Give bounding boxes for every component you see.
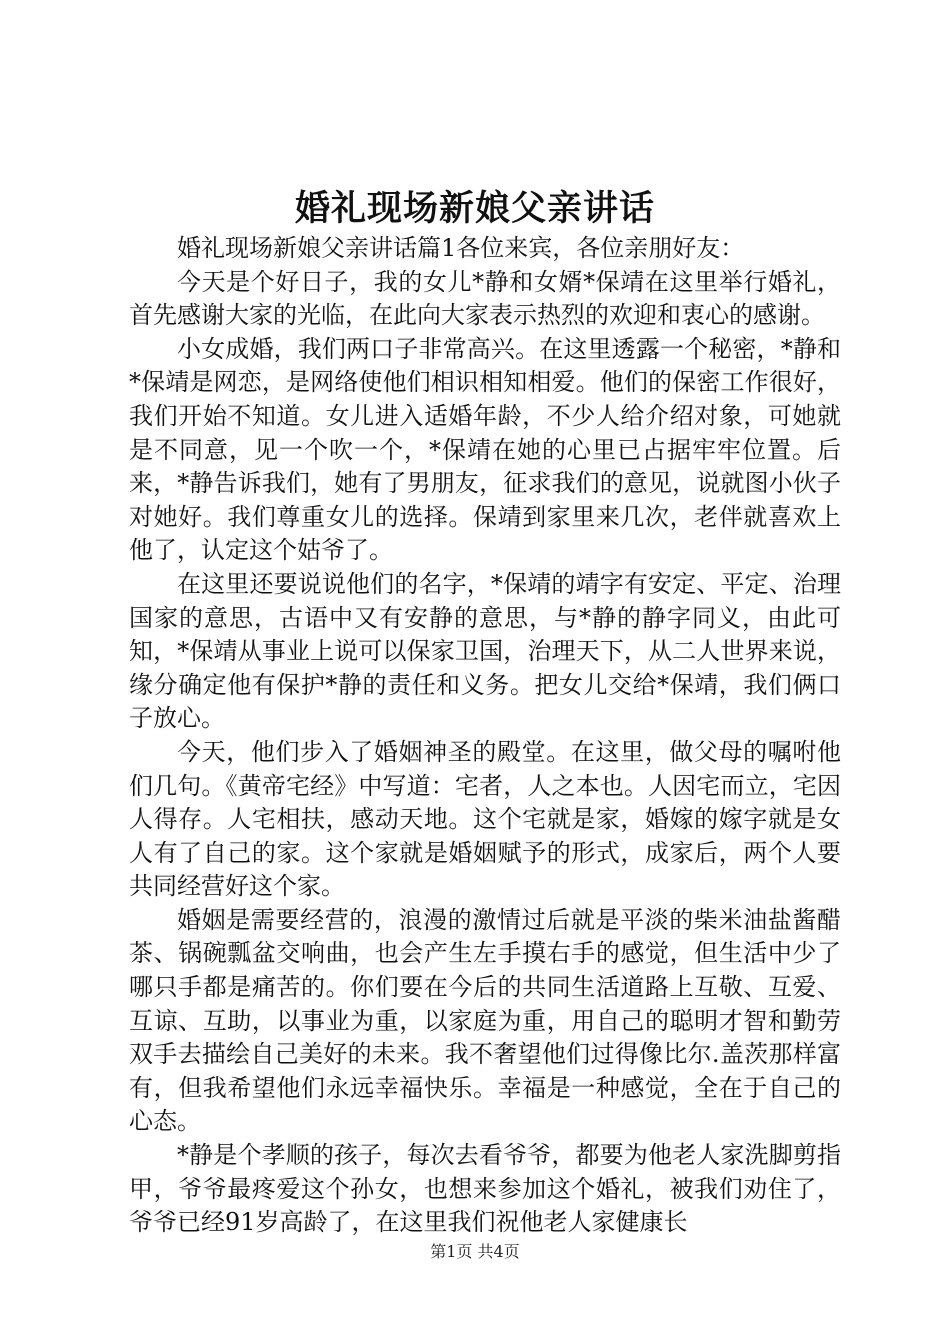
paragraph-3: 在这里还要说说他们的名字，*保靖的靖字有安定、平定、治理国家的意思，古语中又有安静的意思，与*静的静字同义，由此可知，*保靖从事业上说可以保家卫国，治理天下，从二人世界来说，缘分确定他有保护*静的责任和义务。把女儿交给*保靖，我们俩口子放心。 xyxy=(129,569,841,733)
document-body xyxy=(129,232,841,1240)
document-title: 婚礼现场新娘父亲讲话 xyxy=(294,188,655,229)
paragraph-2: 小女成婚，我们两口子非常高兴。在这里透露一个秘密，*静和*保靖是网恋，是网络使他们相识相知相爱。他们的保密工作很好，我们开始不知道。女儿进入适婚年龄，不少人给介绍对象，可她就是不同意，见一个吹一个，*保靖在她的心里已占据牢牢位置。后来，*静告诉我们，她有了男朋友，征求我们的意见，说就图小伙子对她好。我们尊重女儿的选择。保靖到家里来几次，老伴就喜欢上他了，认定这个姑爷了。 xyxy=(129,334,841,565)
paragraph-6: *静是个孝顺的孩子，每次去看爷爷，都要为他老人家洗脚剪指甲，爷爷最疼爱这个孙女，也想来参加这个婚礼，被我们劝住了，爷爷已经91岁高龄了，在这里我们祝他老人家健康长 xyxy=(129,1141,841,1237)
paragraph-1: 今天是个好日子，我的女儿*静和女婿*保靖在这里举行婚礼，首先感谢大家的光临，在此向大家表示热烈的欢迎和衷心的感谢。 xyxy=(129,267,841,330)
paragraph-5: 婚姻是需要经营的，浪漫的激情过后就是平淡的柴米油盐酱醋茶、锅碗瓢盆交响曲，也会产生左手摸右手的感觉，但生活中少了哪只手都是痛苦的。你们要在今后的共同生活道路上互敬、互爱、互谅、互助，以事业为重，以家庭为重，用自己的聪明才智和勤劳双手去描绘自己美好的未来。我不奢望他们过得像比尔.盖茨那样富有，但我希望他们永远幸福快乐。幸福是一种感觉，全在于自己的心态。 xyxy=(129,905,841,1136)
page-footer: 第1页 共4页 xyxy=(430,1242,520,1261)
paragraph-greeting: 婚礼现场新娘父亲讲话篇1各位来宾，各位亲朋好友： xyxy=(177,234,745,262)
paragraph-4: 今天，他们步入了婚姻神圣的殿堂。在这里，做父母的嘱咐他们几句。《黄帝宅经》中写道：宅者，人之本也。人因宅而立，宅因人得存。人宅相扶，感动天地。这个宅就是家，婚嫁的嫁字就是女人有了自己的家。这个家就是婚姻赋予的形式，成家后，两个人要共同经营好这个家。 xyxy=(129,737,841,901)
